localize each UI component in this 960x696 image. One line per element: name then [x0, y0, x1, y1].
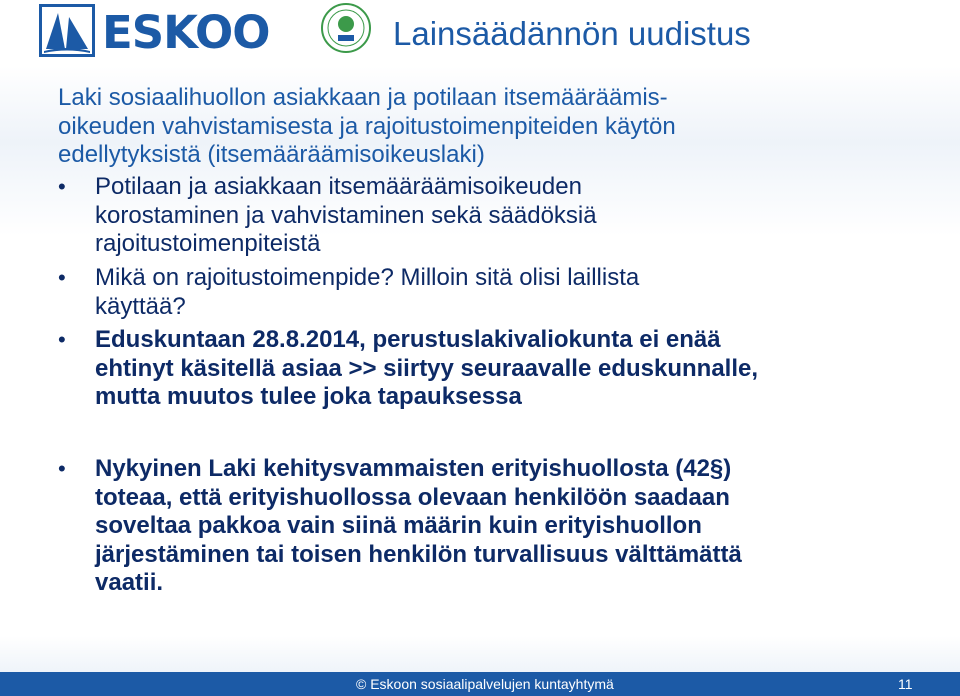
bullet-text: [95, 326, 925, 412]
eskoo-logo: [38, 3, 270, 59]
bullet-dot-icon: •: [58, 174, 66, 199]
bullet-line: Potilaan ja asiakkaan itsemääräämisoikeuden: [95, 173, 582, 200]
certification-badge-icon: [320, 2, 372, 54]
law-heading-line: edellytyksistä (itsemääräämisoikeuslaki): [58, 141, 485, 168]
footer-credit: © Eskoon sosiaalipalvelujen kuntayhtymä: [356, 676, 614, 692]
law-heading: [58, 84, 918, 170]
bullet-text: [95, 173, 925, 259]
law-heading-line: Laki sosiaalihuollon asiakkaan ja potilaan itsemääräämis-: [58, 84, 668, 111]
sailboat-logo-icon: [38, 3, 96, 58]
bullet-text: [95, 455, 925, 598]
bullet-dot-icon: •: [58, 265, 66, 290]
slide-title: Lainsäädännön uudistus: [393, 15, 751, 52]
bullet-text: [95, 264, 925, 321]
bullet-line: toteaa, että erityishuollossa olevaan henkilöön saadaan: [95, 483, 730, 511]
law-heading-line: oikeuden vahvistamisesta ja rajoitustoimenpiteiden käytön: [58, 112, 676, 140]
bullet-line: soveltaa pakkoa vain siinä määrin kuin erityishuollon: [95, 512, 702, 539]
bullet-line: rajoitustoimenpiteistä: [95, 230, 321, 257]
bullet-line: Nykyinen Laki kehitysvammaisten erityishuollosta (42§): [95, 455, 732, 482]
bullet-line: järjestäminen tai toisen henkilön turvallisuus välttämättä: [95, 540, 742, 568]
bullet-line: käyttää?: [95, 292, 186, 320]
bullet-dot-icon: •: [58, 327, 66, 352]
bullet-line: ehtinyt käsitellä asiaa >> siirtyy seuraavalle eduskunnalle,: [95, 354, 759, 382]
logo-wordmark: ESKOO: [102, 6, 270, 59]
bullet-line: korostaminen ja vahvistaminen sekä säädöksiä: [95, 201, 597, 229]
bullet-line: Eduskuntaan 28.8.2014, perustuslakivaliokunta ei enää: [95, 326, 721, 353]
bullet-line: mutta muutos tulee joka tapauksessa: [95, 383, 522, 410]
bullet-line: vaatii.: [95, 569, 164, 596]
bullet-line: Mikä on rajoitustoimenpide? Milloin sitä olisi laillista: [95, 264, 640, 291]
page-number: 11: [898, 676, 913, 692]
bullet-dot-icon: •: [58, 456, 66, 481]
